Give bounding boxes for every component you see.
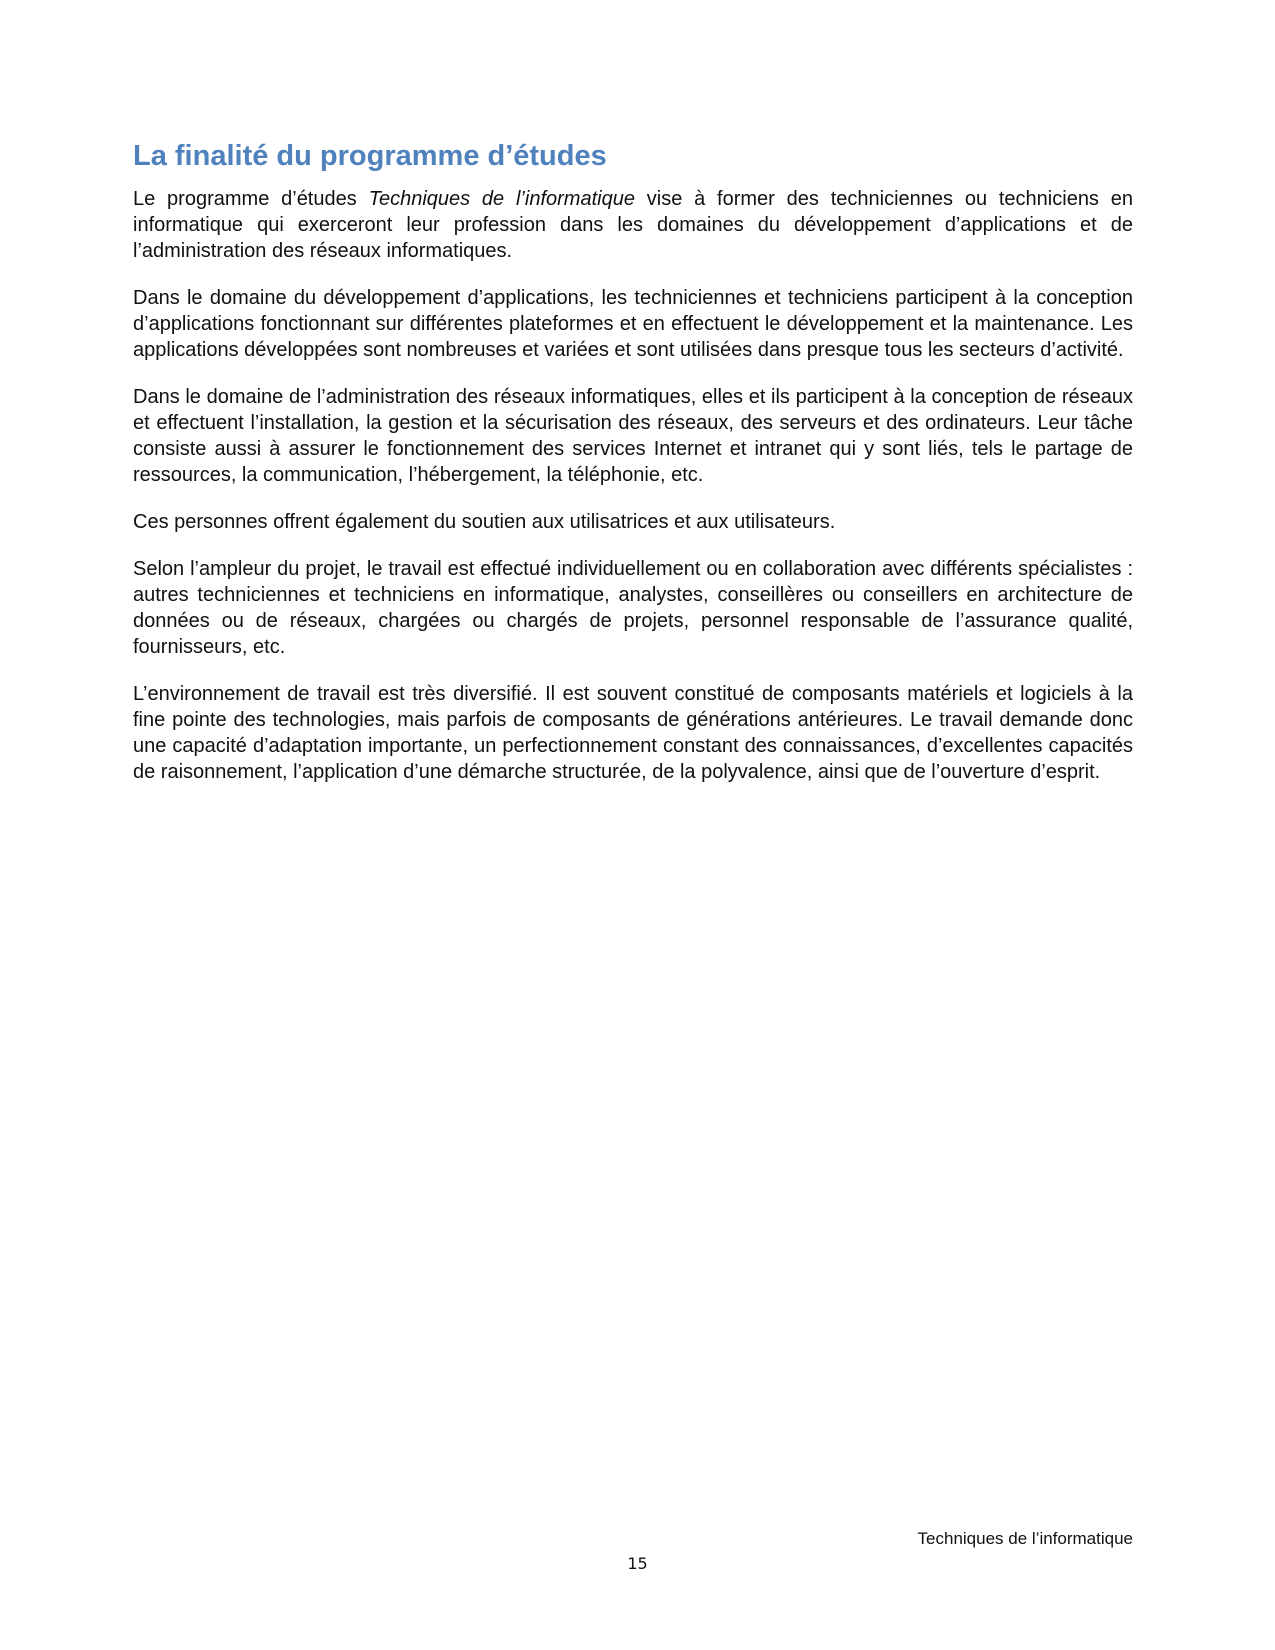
paragraph-development: Dans le domaine du développement d’applications, les techniciennes et techniciens participent à la conception d’applications fonctionnant sur différentes plateformes et en effectuent le développement et la maintenance. Les applications développées sont nombreuses et variées et sont utilisées dans presque tous les secteurs d’activité.	[133, 287, 1133, 362]
paragraph-work-environment: L’environnement de travail est très diversifié. Il est souvent constitué de composants matériels et logiciels à la fine pointe des technologies, mais parfois de composants de générations antérieures. Le travail demande donc une capacité d’adaptation importante, un perfectionnement constant des connaissances, d’excellentes capacités de raisonnement, l’application d’une démarche structurée, de la polyvalence, ainsi que de l’ouverture d’esprit.	[133, 683, 1133, 784]
intro-text-before: Le programme d’études	[133, 188, 369, 211]
program-name: Techniques de l’informatique	[368, 188, 635, 211]
footer-document-title: Techniques de l’informatique	[917, 1529, 1133, 1548]
intro-text-after: vise à former des techniciennes ou techniciens en informatique qui exerceront leur profession dans les domaines du développement d’applications et de l’administration des réseaux informatiques.	[133, 188, 1133, 263]
paragraph-network-admin: Dans le domaine de l’administration des réseaux informatiques, elles et ils participent à la conception de réseaux et effectuent l’installation, la gestion et la sécurisation des réseaux, des serveurs et des ordinateurs. Leur tâche consiste aussi à assurer le fonctionnement des services Internet et intranet qui y sont liés, tels le partage de ressources, la communication, l’hébergement, la téléphonie, etc.	[133, 386, 1133, 487]
page-number: 15	[627, 1554, 648, 1573]
paragraph-user-support: Ces personnes offrent également du soutien aux utilisatrices et aux utilisateurs.	[133, 511, 836, 534]
paragraph-collaboration: Selon l’ampleur du projet, le travail est effectué individuellement ou en collaboration avec différents spécialistes : autres techniciennes et techniciens en informatique, analystes, conseillères ou conseillers en architecture de données ou de réseaux, chargées ou chargés de projets, personnel responsable de l’assurance qualité, fournisseurs, etc.	[133, 558, 1133, 659]
section-heading: La finalité du programme d’études	[133, 140, 607, 172]
intro-paragraph	[133, 186, 1133, 264]
page-content	[133, 138, 1133, 806]
